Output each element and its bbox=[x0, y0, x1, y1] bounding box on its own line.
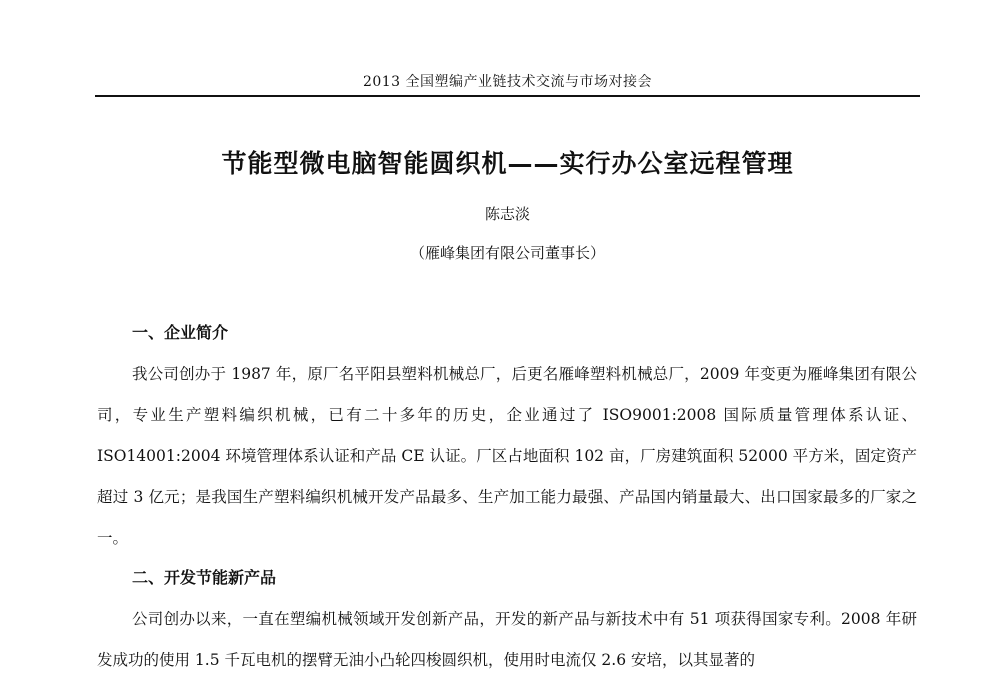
running-header: 2013 全国塑编产业链技术交流与市场对接会 bbox=[362, 74, 653, 90]
section-heading-new-products: 二、开发节能新产品 bbox=[132, 568, 277, 587]
article-title: 节能型微电脑智能圆织机——实行办公室远程管理 bbox=[221, 149, 794, 178]
author-affiliation: （雁峰集团有限公司董事长） bbox=[409, 244, 605, 262]
section-paragraph-company-profile: 我公司创办于 1987 年，原厂名平阳县塑料机械总厂，后更名雁峰塑料机械总厂，2009 年变更为雁峰集团有限公司，专业生产塑料编织机械，已有二十多年的历史，企业通过了 ISO9001:2008 国际质量管理体系认证、ISO14001:2004 环境管理体系认证和产品 CE 认证。厂区占地面积 102 亩，厂房建筑面积 52000 平方米，固定资产超过 3 亿元；是我国生产塑料编织机械开发产品最多、生产加工能力最强、产品国内销量最大、出口国家最多的厂家之一。 bbox=[97, 365, 917, 547]
header-divider bbox=[95, 95, 920, 97]
section-paragraph-new-products: 公司创办以来，一直在塑编机械领域开发创新产品，开发的新产品与新技术中有 51 项获得国家专利。2008 年研发成功的使用 1.5 千瓦电机的摆臂无油小凸轮四梭圆织机，使用时电流仅 2.6 安培，以其显著的 bbox=[97, 610, 917, 669]
section-heading-company-profile: 一、企业简介 bbox=[132, 323, 229, 342]
author-name: 陈志淡 bbox=[484, 205, 530, 223]
